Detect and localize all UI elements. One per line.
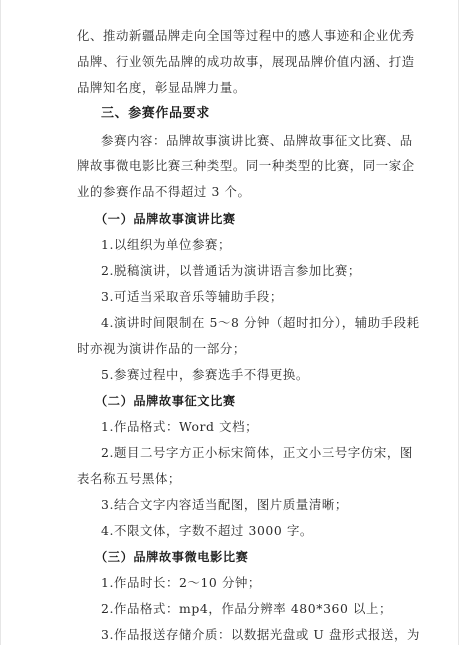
list-item: 2.脱稿演讲，以普通话为演讲语言参加比赛； <box>101 263 361 278</box>
section-heading: 三、参赛作品要求 <box>101 106 210 121</box>
list-item-continuation: 表名称五号黑体； <box>77 471 181 486</box>
list-item: 4.不限文体，字数不超过 3000 字。 <box>101 523 313 538</box>
list-item: 2.作品格式：mp4，作品分辨率 480*360 以上； <box>101 601 393 616</box>
list-item: 1.作品格式：Word 文档； <box>101 419 259 434</box>
list-item: 3.作品报送存储介质：以数据光盘或 U 盘形式报送，为 <box>101 627 420 642</box>
paragraph-line: 品牌、行业领先品牌的成功故事，展现品牌价值内涵、打造 <box>77 54 415 69</box>
paragraph-line: 化、推动新疆品牌走向全国等过程中的感人事迹和企业优秀 <box>77 28 415 43</box>
subsection-heading: （一）品牌故事演讲比赛 <box>95 212 236 226</box>
subsection-heading: （三）品牌故事微电影比赛 <box>95 550 249 564</box>
paragraph-line: 业的参赛作品不得超过 3 个。 <box>77 184 251 199</box>
list-item-continuation: 时亦视为演讲作品的一部分； <box>77 341 246 356</box>
list-item: 1.作品时长：2～10 分钟； <box>101 575 261 590</box>
subsection-heading: （二）品牌故事征文比赛 <box>95 394 236 408</box>
list-item: 1.以组织为单位参赛； <box>101 237 231 252</box>
paragraph-line: 品牌知名度，彰显品牌力量。 <box>77 80 246 95</box>
list-item: 3.可适当采取音乐等辅助手段； <box>101 289 283 304</box>
paragraph-line: 牌故事微电影比赛三种类型。同一种类型的比赛，同一家企 <box>77 158 415 173</box>
list-item: 5.参赛过程中，参赛选手不得更换。 <box>101 367 309 382</box>
list-item: 3.结合文字内容适当配图，图片质量清晰； <box>101 497 348 512</box>
list-item: 2.题目二号字方正小标宋简体，正文小三号字仿宋，图 <box>101 445 413 460</box>
paragraph-line: 参赛内容：品牌故事演讲比赛、品牌故事征文比赛、品 <box>101 133 413 148</box>
list-item: 4.演讲时间限制在 5～8 分钟（超时扣分），辅助手段耗 <box>101 315 420 330</box>
